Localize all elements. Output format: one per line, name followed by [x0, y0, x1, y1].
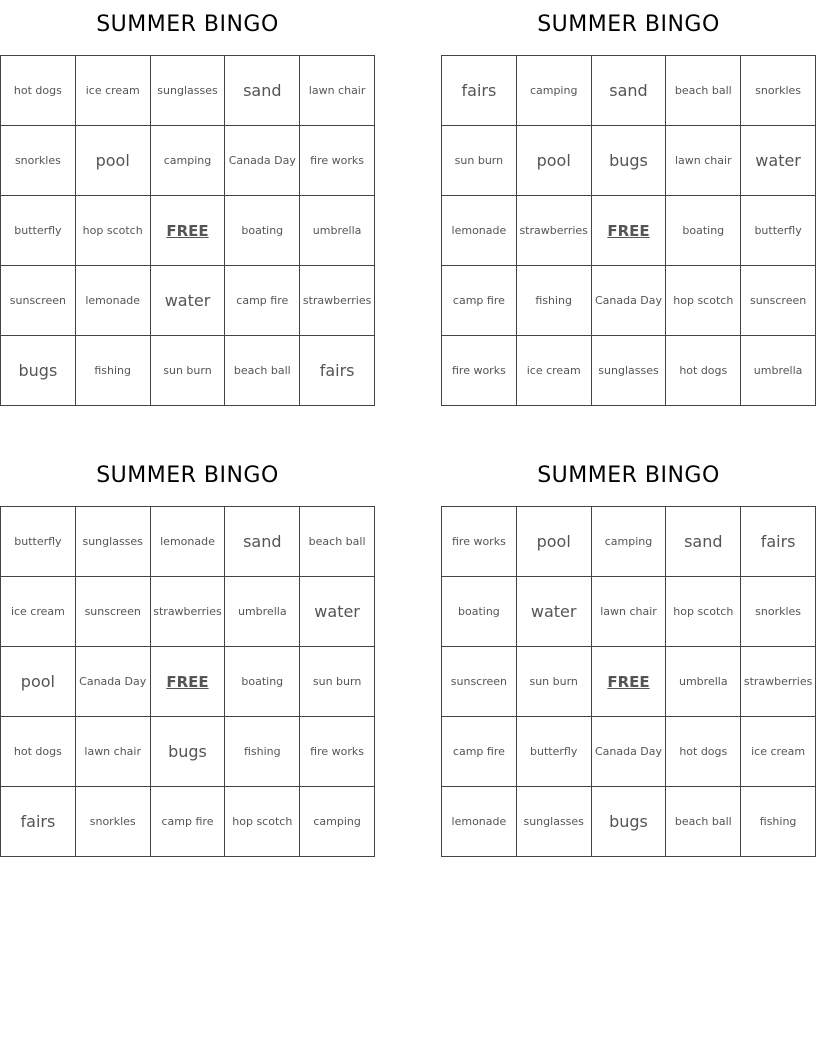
- bingo-cell[interactable]: camp fire: [151, 787, 226, 857]
- bingo-cell[interactable]: sand: [666, 507, 741, 577]
- bingo-cell[interactable]: fishing: [517, 266, 592, 336]
- bingo-cell[interactable]: snorkles: [741, 56, 816, 126]
- bingo-cell[interactable]: butterfly: [1, 196, 76, 266]
- bingo-cell[interactable]: sunglasses: [517, 787, 592, 857]
- bingo-cell[interactable]: beach ball: [225, 336, 300, 406]
- bingo-cell[interactable]: lawn chair: [592, 577, 667, 647]
- bingo-cell[interactable]: pool: [517, 507, 592, 577]
- bingo-cell[interactable]: umbrella: [300, 196, 375, 266]
- bingo-cell[interactable]: sunscreen: [1, 266, 76, 336]
- bingo-cell[interactable]: lemonade: [442, 196, 517, 266]
- bingo-cell[interactable]: sun burn: [517, 647, 592, 717]
- bingo-cell[interactable]: lemonade: [442, 787, 517, 857]
- card-title: SUMMER BINGO: [537, 463, 720, 488]
- bingo-cell[interactable]: boating: [442, 577, 517, 647]
- bingo-cell[interactable]: lawn chair: [300, 56, 375, 126]
- bingo-cell[interactable]: sand: [225, 507, 300, 577]
- bingo-cell[interactable]: sun burn: [300, 647, 375, 717]
- bingo-cell[interactable]: lemonade: [151, 507, 226, 577]
- bingo-cell[interactable]: hop scotch: [225, 787, 300, 857]
- bingo-cell[interactable]: ice cream: [76, 56, 151, 126]
- bingo-cell[interactable]: butterfly: [517, 717, 592, 787]
- bingo-cell[interactable]: sun burn: [151, 336, 226, 406]
- card-title: SUMMER BINGO: [96, 12, 279, 37]
- free-space-cell[interactable]: FREE: [592, 196, 667, 266]
- bingo-cell[interactable]: umbrella: [741, 336, 816, 406]
- bingo-cell[interactable]: lawn chair: [76, 717, 151, 787]
- bingo-cell[interactable]: bugs: [1, 336, 76, 406]
- free-space-cell[interactable]: FREE: [592, 647, 667, 717]
- bingo-cell[interactable]: hot dogs: [1, 717, 76, 787]
- bingo-cell[interactable]: sand: [225, 56, 300, 126]
- bingo-cell[interactable]: Canada Day: [592, 266, 667, 336]
- bingo-grid: [0, 55, 375, 406]
- bingo-cell[interactable]: lemonade: [76, 266, 151, 336]
- bingo-cell[interactable]: hot dogs: [1, 56, 76, 126]
- bingo-cell[interactable]: strawberries: [517, 196, 592, 266]
- bingo-cell[interactable]: fishing: [76, 336, 151, 406]
- bingo-cell[interactable]: fire works: [300, 126, 375, 196]
- bingo-cell[interactable]: sunglasses: [76, 507, 151, 577]
- bingo-cell[interactable]: pool: [517, 126, 592, 196]
- bingo-cell[interactable]: umbrella: [225, 577, 300, 647]
- bingo-cell[interactable]: strawberries: [151, 577, 226, 647]
- bingo-cell[interactable]: fire works: [442, 336, 517, 406]
- bingo-cell[interactable]: fairs: [741, 507, 816, 577]
- bingo-cell[interactable]: water: [741, 126, 816, 196]
- bingo-cell[interactable]: boating: [666, 196, 741, 266]
- bingo-cell[interactable]: hop scotch: [666, 266, 741, 336]
- bingo-cell[interactable]: lawn chair: [666, 126, 741, 196]
- bingo-cell[interactable]: fire works: [300, 717, 375, 787]
- bingo-cell[interactable]: bugs: [592, 787, 667, 857]
- bingo-cell[interactable]: camp fire: [225, 266, 300, 336]
- bingo-cell[interactable]: beach ball: [666, 56, 741, 126]
- bingo-cell[interactable]: sun burn: [442, 126, 517, 196]
- bingo-cell[interactable]: beach ball: [300, 507, 375, 577]
- bingo-cell[interactable]: sand: [592, 56, 667, 126]
- bingo-cell[interactable]: camping: [300, 787, 375, 857]
- bingo-cell[interactable]: water: [151, 266, 226, 336]
- bingo-cell[interactable]: sunscreen: [741, 266, 816, 336]
- bingo-cell[interactable]: strawberries: [741, 647, 816, 717]
- bingo-cell[interactable]: bugs: [592, 126, 667, 196]
- bingo-cell[interactable]: bugs: [151, 717, 226, 787]
- bingo-cell[interactable]: beach ball: [666, 787, 741, 857]
- bingo-cell[interactable]: ice cream: [1, 577, 76, 647]
- bingo-cell[interactable]: hop scotch: [666, 577, 741, 647]
- free-space-cell[interactable]: FREE: [151, 196, 226, 266]
- bingo-cell[interactable]: butterfly: [1, 507, 76, 577]
- bingo-cell[interactable]: snorkles: [76, 787, 151, 857]
- bingo-grid: [0, 506, 375, 857]
- bingo-cell[interactable]: hop scotch: [76, 196, 151, 266]
- bingo-cell[interactable]: camp fire: [442, 266, 517, 336]
- bingo-cell[interactable]: water: [300, 577, 375, 647]
- bingo-cell[interactable]: Canada Day: [76, 647, 151, 717]
- bingo-cell[interactable]: Canada Day: [225, 126, 300, 196]
- bingo-cell[interactable]: snorkles: [741, 577, 816, 647]
- bingo-cell[interactable]: butterfly: [741, 196, 816, 266]
- bingo-cell[interactable]: sunglasses: [151, 56, 226, 126]
- bingo-cell[interactable]: camp fire: [442, 717, 517, 787]
- bingo-cell[interactable]: strawberries: [300, 266, 375, 336]
- bingo-cell[interactable]: fairs: [300, 336, 375, 406]
- bingo-cell[interactable]: camping: [517, 56, 592, 126]
- bingo-cell[interactable]: umbrella: [666, 647, 741, 717]
- bingo-cell[interactable]: pool: [76, 126, 151, 196]
- bingo-cell[interactable]: hot dogs: [666, 336, 741, 406]
- bingo-cell[interactable]: pool: [1, 647, 76, 717]
- bingo-grid: [441, 55, 816, 406]
- bingo-cell[interactable]: snorkles: [1, 126, 76, 196]
- bingo-cell[interactable]: fairs: [1, 787, 76, 857]
- bingo-cell[interactable]: sunscreen: [442, 647, 517, 717]
- bingo-cell[interactable]: fishing: [225, 717, 300, 787]
- bingo-cell[interactable]: ice cream: [517, 336, 592, 406]
- bingo-cell[interactable]: fairs: [442, 56, 517, 126]
- bingo-cell[interactable]: ice cream: [741, 717, 816, 787]
- bingo-cell[interactable]: water: [517, 577, 592, 647]
- bingo-cell[interactable]: camping: [592, 507, 667, 577]
- bingo-grid: [441, 506, 816, 857]
- bingo-cell[interactable]: camping: [151, 126, 226, 196]
- bingo-cell[interactable]: hot dogs: [666, 717, 741, 787]
- card-title: SUMMER BINGO: [96, 463, 279, 488]
- bingo-cell[interactable]: fire works: [442, 507, 517, 577]
- bingo-cell[interactable]: Canada Day: [592, 717, 667, 787]
- card-title: SUMMER BINGO: [537, 12, 720, 37]
- bingo-cell[interactable]: sunglasses: [592, 336, 667, 406]
- bingo-cell[interactable]: boating: [225, 647, 300, 717]
- bingo-cell[interactable]: boating: [225, 196, 300, 266]
- free-space-cell[interactable]: FREE: [151, 647, 226, 717]
- bingo-cell[interactable]: fishing: [741, 787, 816, 857]
- bingo-cell[interactable]: sunscreen: [76, 577, 151, 647]
